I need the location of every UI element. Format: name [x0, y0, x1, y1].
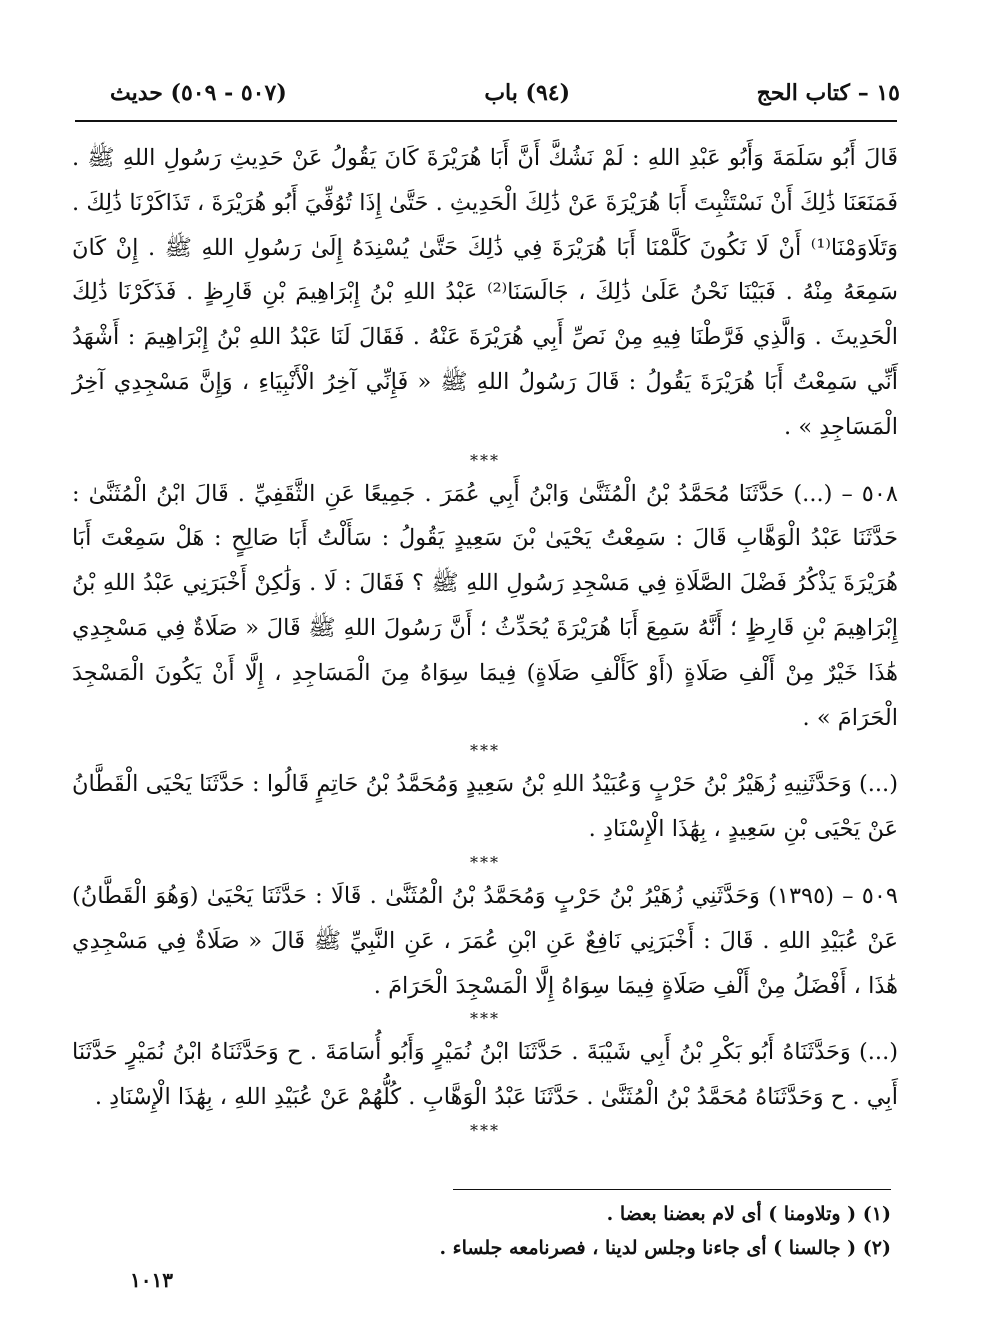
header-divider [75, 120, 897, 122]
hadith-509-chain: (...) وَحَدَّثَنَاهُ أَبُو بَكْرِ بْنُ أَبِي شَيْبَةَ . حَدَّثَنَا ابْنُ نُمَيْرٍ وَأَبُو أُسَامَةَ . ح وَحَدَّثَنَاهُ ابْنُ نُمَيْرٍ حَدَّثَنَا أَبِي . ح وَحَدَّثَنَاهُ مُحَمَّدُ بْنُ الْمُثَنَّىٰ . حَدَّثَنَا عَبْدُ الْوَهَّابِ . كُلُّهُمْ عَنْ عُبَيْدِ اللهِ ، بِهَٰذَا الْإِسْنَادِ . [64, 1039, 898, 1111]
section-separator: *** [470, 852, 500, 872]
footnote-2: (٢) ( جالسنا ) أى جاءنا وجلس لدينا ، فصرنامعه جلساء . [439, 1237, 891, 1259]
main-text [64, 136, 898, 1142]
running-header [110, 80, 900, 120]
footnotes [191, 1197, 891, 1265]
hadith-509: ٥٠٩ – (١٣٩٥) وَحَدَّثَنِي زُهَيْرُ بْنُ حَرْبٍ وَمُحَمَّدُ بْنُ الْمُثَنَّىٰ . قَالَا : حَدَّثَنَا يَحْيَىٰ (وَهُوَ الْقَطَّانُ) عَنْ عُبَيْدِ اللهِ . قَالَ : أَخْبَرَنِي نَافِعٌ عَنِ ابْنِ عُمَرَ ، عَنِ النَّبِيِّ ﷺ قَالَ « صَلَاةٌ فِي مَسْجِدِي هَٰذَا ، أَفْضَلُ مِنْ أَلْفِ صَلَاةٍ فِيمَا سِوَاهُ إِلَّا الْمَسْجِدَ الْحَرَامَ . [64, 882, 898, 999]
footnote-divider [453, 1189, 891, 1190]
section-separator: *** [470, 1009, 500, 1029]
header-book-title: ١٥ – كتاب الحج [756, 80, 900, 106]
footnote-1: (١) ( وتلاومنا ) أى لام بعضنا بعضا . [606, 1203, 891, 1225]
page-number: ١٠١٣ [130, 1268, 173, 1292]
header-chapter: (٩٤) باب [484, 80, 570, 106]
section-separator: *** [470, 450, 500, 470]
section-separator: *** [470, 741, 500, 761]
hadith-508-chain: (...) وَحَدَّثَنِيهِ زُهَيْرُ بْنُ حَرْبٍ وَعُبَيْدُ اللهِ بْنُ سَعِيدٍ وَمُحَمَّدُ بْنُ حَاتِمٍ قَالُوا : حَدَّثَنَا يَحْيَى الْقَطَّانُ عَنْ يَحْيَى بْنِ سَعِيدٍ ، بِهَٰذَا الْإِسْنَادِ . [64, 771, 898, 843]
header-hadith-range: (٥٠٧ - ٥٠٩) حديث [110, 80, 287, 106]
paragraph-continuation: قَالَ أَبُو سَلَمَةَ وَأَبُو عَبْدِ اللهِ : لَمْ نَشُكَّ أَنَّ أَبَا هُرَيْرَةَ كَانَ يَقُولُ عَنْ حَدِيثِ رَسُولِ اللهِ ﷺ . فَمَنَعَنَا ذَٰلِكَ أَنْ نَسْتَثْبِتَ أَبَا هُرَيْرَةَ عَنْ ذَٰلِكَ الْحَدِيثِ . حَتَّىٰ إِذَا تُوُفِّيَ أَبُو هُرَيْرَةَ ، تَذَاكَرْنَا ذَٰلِكَ . وَتَلَاوَمْنَا⁽¹⁾ أَنْ لَا نَكُونَ كَلَّمْنَا أَبَا هُرَيْرَةَ فِي ذَٰلِكَ حَتَّىٰ يُسْنِدَهُ إِلَىٰ رَسُولِ اللهِ ﷺ . إِنْ كَانَ سَمِعَهُ مِنْهُ . فَبَيْنَا نَحْنُ عَلَىٰ ذَٰلِكَ ، جَالَسَنَا⁽²⁾ عَبْدُ اللهِ بْنُ إِبْرَاهِيمَ بْنِ قَارِظٍ . فَذَكَرْنَا ذَٰلِكَ الْحَدِيثَ . وَالَّذِي فَرَّطْنَا فِيهِ مِنْ نَصِّ أَبِي هُرَيْرَةَ عَنْهُ . فَقَالَ لَنَا عَبْدُ اللهِ بْنُ إِبْرَاهِيمَ : أَشْهَدُ أَنِّي سَمِعْتُ أَبَا هُرَيْرَةَ يَقُولُ : قَالَ رَسُولُ اللهِ ﷺ « فَإِنِّي آخِرُ الْأَنْبِيَاءِ ، وَإِنَّ مَسْجِدِي آخِرُ الْمَسَاجِدِ » . [64, 145, 898, 440]
section-separator: *** [470, 1120, 500, 1140]
hadith-508: ٥٠٨ – (...) حَدَّثَنَا مُحَمَّدُ بْنُ الْمُثَنَّىٰ وَابْنُ أَبِي عُمَرَ . جَمِيعًا عَنِ الثَّقَفِيِّ . قَالَ ابْنُ الْمُثَنَّىٰ : حَدَّثَنَا عَبْدُ الْوَهَّابِ قَالَ : سَمِعْتُ يَحْيَىٰ بْنَ سَعِيدٍ يَقُولُ : سَأَلْتُ أَبَا صَالِحٍ : هَلْ سَمِعْتَ أَبَا هُرَيْرَةَ يَذْكُرُ فَضْلَ الصَّلَاةِ فِي مَسْجِدِ رَسُولِ اللهِ ﷺ ؟ فَقَالَ : لَا . وَلَٰكِنْ أَخْبَرَنِي عَبْدُ اللهِ بْنُ إِبْرَاهِيمَ بْنِ قَارِظٍ ؛ أَنَّهُ سَمِعَ أَبَا هُرَيْرَةَ يُحَدِّثُ ؛ أَنَّ رَسُولَ اللهِ ﷺ قَالَ « صَلَاةٌ فِي مَسْجِدِي هَٰذَا خَيْرٌ مِنْ أَلْفِ صَلَاةٍ (أَوْ كَأَلْفِ صَلَاةٍ) فِيمَا سِوَاهُ مِنَ الْمَسَاجِدِ ، إِلَّا أَنْ يَكُونَ الْمَسْجِدَ الْحَرَامَ » . [64, 480, 898, 731]
